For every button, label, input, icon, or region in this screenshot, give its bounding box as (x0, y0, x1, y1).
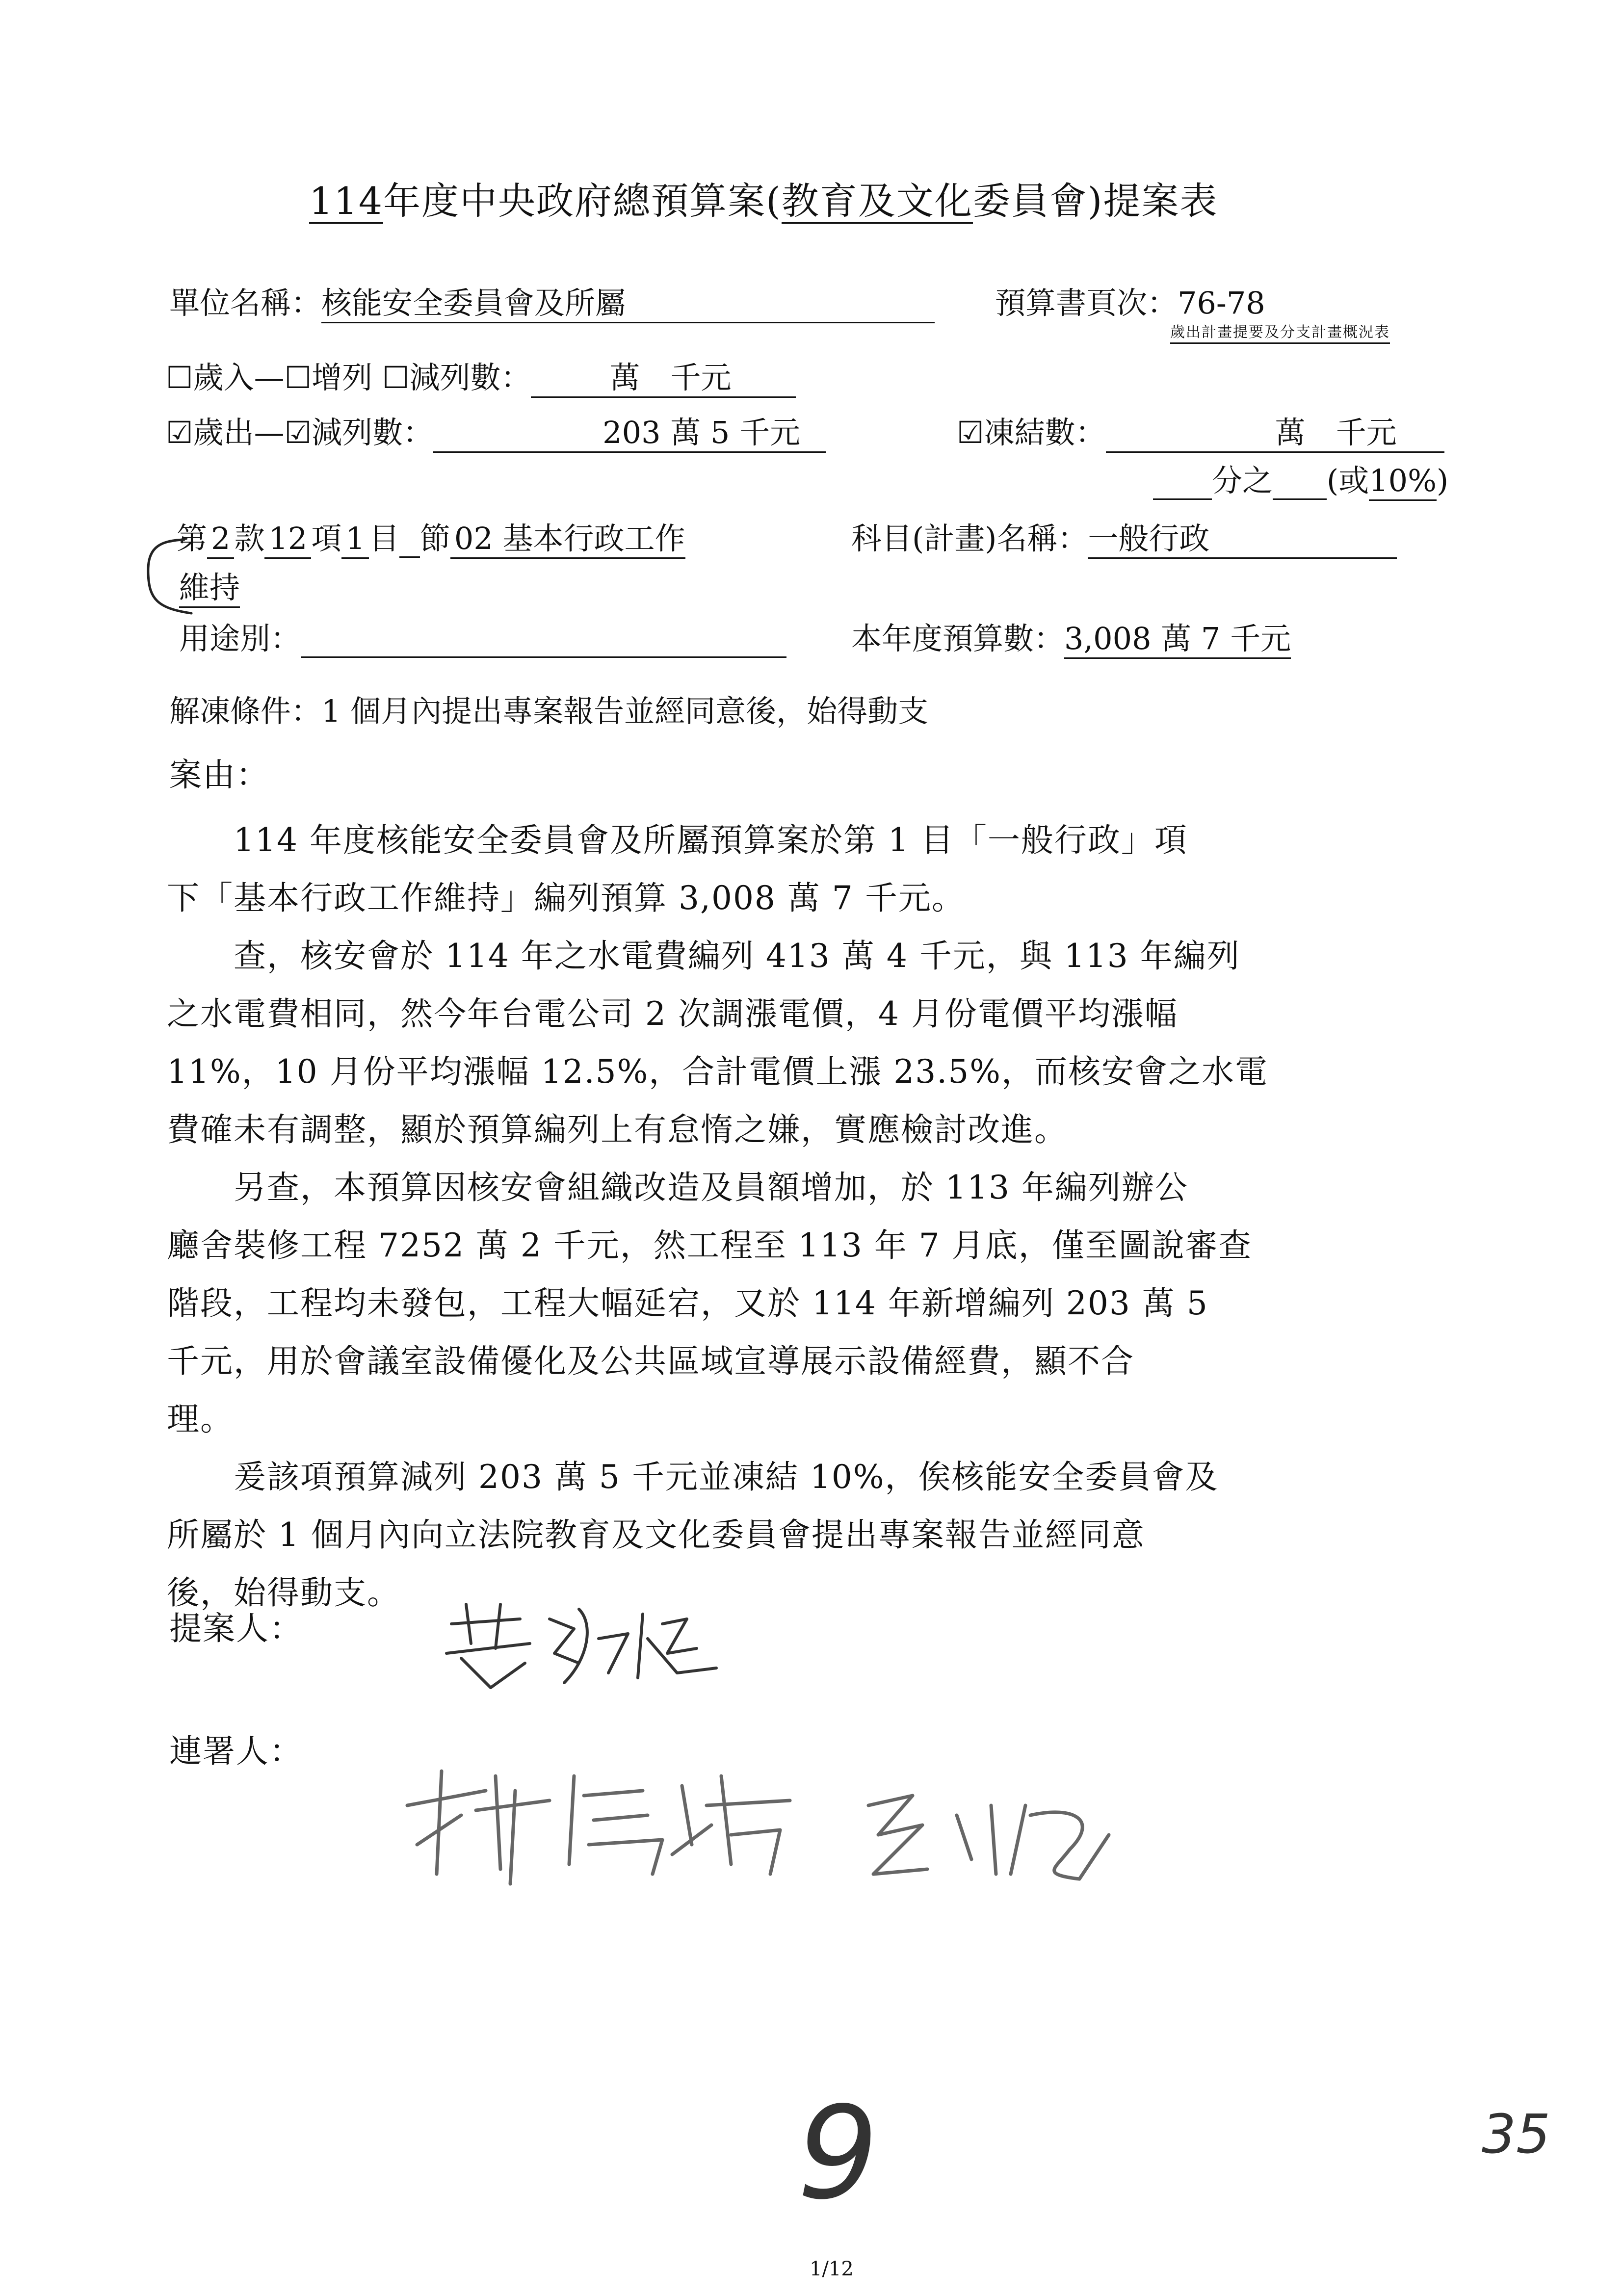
cosigner-label: 連署人： (169, 1732, 303, 1770)
fraction-close: ) (1437, 463, 1449, 498)
reason-line: 查，核安會於 114 年之水電費編列 413 萬 4 千元，與 113 年編列 (167, 937, 1240, 975)
unit-row (169, 284, 935, 323)
reason-line: 理。 (167, 1400, 234, 1438)
reason-line: 階段，工程均未發包，工程大幅延宕，又於 114 年新增編列 203 萬 5 (167, 1284, 1208, 1322)
unfreeze-condition: 解凍條件：1 個月內提出專案報告並經同意後，始得動支 (169, 693, 929, 729)
item-kuan: 2 (207, 520, 234, 559)
reason-body (167, 811, 1268, 1622)
title-year: 114 (309, 179, 384, 223)
item-program-cont: 維持 (179, 569, 240, 608)
reason-line: 下「基本行政工作維持」編列預算 3,008 萬 7 千元。 (167, 879, 965, 917)
page-ref-label: 預算書頁次： (995, 285, 1178, 321)
proposer-signature (432, 1590, 736, 1697)
reason-line: 所屬於 1 個月內向立法院教育及文化委員會提出專案報告並經同意 (167, 1516, 1145, 1554)
reason-line: 之水電費相同，然今年台電公司 2 次調漲電價，4 月份電價平均漲幅 (167, 995, 1178, 1033)
reason-line: 11%，10 月份平均漲幅 12.5%，合計電價上漲 23.5%，而核安會之水電 (167, 1053, 1268, 1091)
item-mu-label: 目 (368, 521, 399, 556)
title-committee: 教育及文化 (781, 179, 973, 223)
title-text: 年度中央政府總預算案( (383, 179, 782, 223)
fraction-open: (或 (1327, 463, 1369, 498)
item-program: 02 基本行政工作 (450, 520, 685, 559)
use-label: 用途別： (179, 621, 301, 656)
handwritten-page-number: 9 (797, 2080, 879, 2228)
reason-line: 費確未有調整，顯於預算編列上有怠惰之嫌，實應檢討改進。 (167, 1111, 1068, 1148)
footer-page-number: 1/12 (810, 2258, 854, 2280)
freeze-label: ☑凍結數： (957, 415, 1106, 450)
unit-label: 單位名稱： (169, 285, 322, 321)
revenue-text: ☐歲入—☐增列 ☐減列數： (166, 360, 531, 395)
reason-line: 114 年度核能安全委員會及所屬預算案於第 1 目「一般行政」項 (167, 821, 1188, 859)
budget-row (851, 619, 1291, 659)
subject-label: 科目(計畫)名稱： (851, 521, 1088, 556)
budget-label: 本年度預算數： (851, 621, 1065, 656)
subject-row (851, 519, 1397, 559)
item-prefix: 第 (177, 521, 208, 556)
freeze-row (957, 413, 1444, 453)
page-ref (995, 284, 1265, 323)
reason-line: 爰該項預算減列 203 萬 5 千元並凍結 10%，俟核能安全委員會及 (167, 1458, 1219, 1496)
fraction-mid: 分之 (1212, 463, 1273, 498)
reason-line: 後，始得動支。 (167, 1574, 400, 1612)
budget-value: 3,008 萬 7 千元 (1064, 620, 1291, 659)
reason-line: 廳舍裝修工程 7252 萬 2 千元，然工程至 113 年 7 月底，僅至圖說審查 (167, 1226, 1252, 1264)
fraction-row (1153, 461, 1448, 501)
item-xiang: 12 (264, 520, 311, 559)
expense-value: 203 萬 5 千元 (433, 414, 826, 453)
freeze-value: 萬 千元 (1106, 414, 1444, 453)
revenue-row (166, 358, 796, 398)
reason-line: 千元，用於會議室設備優化及公共區域宣導展示設備經費，顯不合 (167, 1342, 1134, 1380)
cosigner-signature-1 (388, 1747, 829, 1904)
item-jie-label: 節 (419, 521, 450, 556)
item-row (177, 519, 685, 559)
expense-text: ☑歲出—☑減列數： (166, 415, 434, 450)
reason-label: 案由： (169, 756, 269, 794)
page-ref-note: 歲出計畫提要及分支計畫概況表 (1170, 323, 1390, 344)
expense-row (166, 413, 826, 453)
title-tail: 委員會)提案表 (972, 179, 1218, 223)
page-ref-value: 76-78 (1178, 285, 1265, 321)
subject-value: 一般行政 (1088, 520, 1397, 559)
reason-line: 另查，本預算因核安會組織改造及員額增加，於 113 年編列辦公 (167, 1169, 1188, 1206)
document-title (309, 177, 1218, 226)
handwritten-corner-number: 35 (1482, 2103, 1550, 2166)
item-kuan-label: 款 (234, 521, 265, 556)
cosigner-signature-2 (844, 1776, 1119, 1904)
proposer-label: 提案人： (169, 1610, 303, 1647)
unit-value: 核能安全委員會及所屬 (321, 285, 935, 323)
revenue-value: 萬 千元 (531, 359, 796, 398)
bracket-mark (137, 530, 196, 628)
fraction-pct: 10% (1369, 462, 1437, 501)
item-mu: 1 (341, 520, 368, 559)
item-xiang-label: 項 (311, 521, 342, 556)
use-row (179, 619, 786, 658)
